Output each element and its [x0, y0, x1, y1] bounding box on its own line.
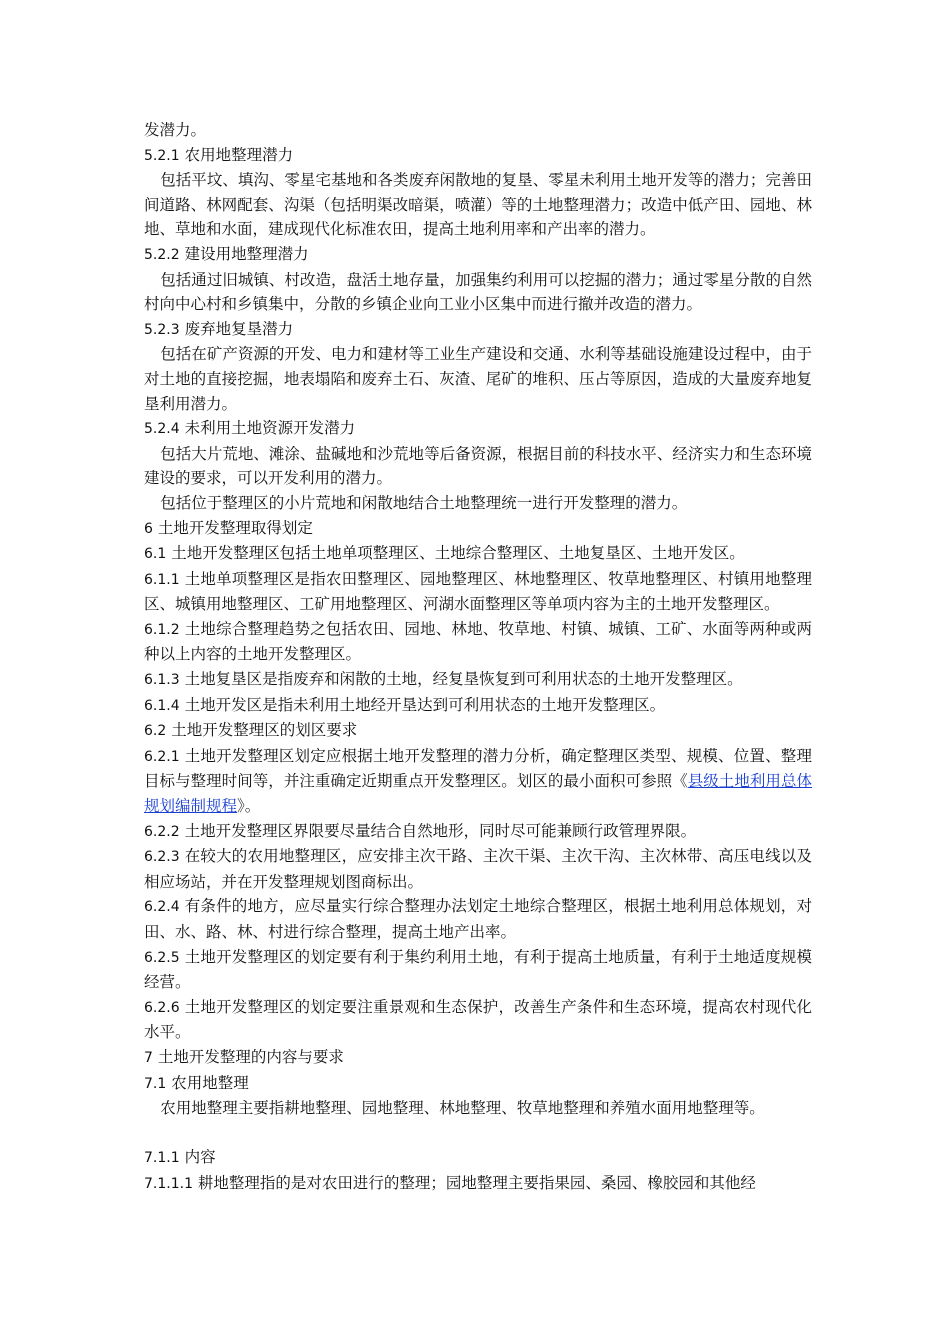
clause-number: 7	[144, 1049, 153, 1066]
clause-number: 6.1	[144, 546, 167, 563]
paragraph-text: 包括通过旧城镇、村改造，盘活土地存量，加强集约利用可以挖掘的潜力；通过零星分散的自然村向中心村和乡镇集中，分散的乡镇企业向工业小区集中而进行撤并改造的潜力。	[144, 270, 812, 314]
paragraph-text: 土地开发整理区划定应根据土地开发整理的潜力分析，确定整理区类型、规模、位置、整理目标与整理时间等，并注重确定近期重点开发整理区。划区的最小面积可参照《	[144, 746, 812, 791]
section-heading-or-clause	[144, 945, 812, 995]
clause-number: 6.2.1	[144, 748, 180, 765]
paragraph-text: 未利用土地资源开发潜力	[184, 419, 356, 438]
clause-number: 6.2.3	[144, 849, 180, 866]
section-heading-or-clause	[144, 894, 812, 944]
section-heading-or-clause	[144, 1071, 812, 1097]
clause-number: 5.2.2	[144, 246, 180, 263]
clause-number: 6.1.1	[144, 571, 180, 588]
paragraph-text: 土地开发整理区界限要尽量结合自然地形，同时尽可能兼顾行政管理界限。	[184, 821, 697, 840]
paragraph-text: 包括平坟、填沟、零星宅基地和各类废弃闲散地的复垦、零星未利用土地开发等的潜力；完善田间道路、林网配套、沟渠（包括明渠改暗渠，喷灌）等的土地整理潜力；改造中低产田、园地、林地、草地和水面，建成现代化标准农田，提高土地利用率和产出率的潜力。	[144, 171, 812, 239]
body-paragraph	[144, 491, 812, 516]
clause-number: 6.1.3	[144, 672, 180, 689]
section-heading-or-clause	[144, 1171, 812, 1197]
clause-number: 6.2.6	[144, 999, 180, 1016]
clause-number: 6	[144, 520, 153, 537]
paragraph-text: 土地开发整理取得划定	[157, 518, 313, 537]
paragraph-text: 废弃地复垦潜力	[184, 319, 294, 338]
section-heading-or-clause	[144, 143, 812, 169]
section-heading-or-clause	[144, 995, 812, 1045]
clause-number: 6.2.5	[144, 949, 180, 966]
clause-number: 6.1.2	[144, 621, 180, 638]
paragraph-text: 在较大的农用地整理区，应安排主次干路、主次干渠、主次干沟、主次林带、高压电线以及相应场站，并在开发整理规划图商标出。	[144, 847, 812, 891]
paragraph-text: 耕地整理指的是对农田进行的整理；园地整理主要指果园、桑园、橡胶园和其他经	[197, 1173, 756, 1192]
clause-number: 6.2	[144, 723, 167, 740]
paragraph-text: 土地开发整理区包括土地单项整理区、土地综合整理区、土地复垦区、土地开发区。	[171, 544, 745, 563]
paragraph-text: 农用地整理主要指耕地整理、园地整理、林地整理、牧草地整理和养殖水面用地整理等。	[160, 1099, 765, 1118]
body-paragraph	[144, 168, 812, 242]
section-heading-or-clause	[144, 1145, 812, 1171]
blank-line	[144, 1121, 812, 1146]
paragraph-text: 包括位于整理区的小片荒地和闲散地结合土地整理统一进行开发整理的潜力。	[160, 493, 688, 512]
section-heading-or-clause	[144, 718, 812, 744]
paragraph-text: 土地开发整理的内容与要求	[157, 1047, 344, 1066]
paragraph-text: 土地开发整理区的划定要注重景观和生态保护，改善生产条件和生态环境，提高农村现代化水平。	[144, 997, 812, 1042]
paragraph-text: 发潜力。	[144, 121, 207, 139]
paragraph-text: 土地综合整理趋势之包括农田、园地、林地、牧草地、村镇、城镇、工矿、水面等两种或两种以上内容的土地开发整理区。	[144, 619, 812, 664]
paragraph-text: 农用地整理	[171, 1073, 249, 1092]
paragraph-text: 建设用地整理潜力	[184, 244, 309, 263]
body-paragraph	[144, 442, 812, 491]
section-heading-or-clause	[144, 617, 812, 667]
clause-number: 6.2.4	[144, 899, 180, 916]
clause-number: 6.1.4	[144, 697, 180, 714]
paragraph-text-after: 》。	[237, 797, 261, 816]
paragraph-text: 土地开发整理区的划定要有利于集约利用土地，有利于提高土地质量，有利于土地适度规模经营。	[144, 947, 812, 992]
section-heading-or-clause	[144, 844, 812, 894]
body-paragraph	[144, 342, 812, 416]
section-heading-or-clause	[144, 744, 812, 819]
paragraph-text: 土地开发区是指未利用土地经开垦达到可利用状态的土地开发整理区。	[184, 695, 666, 714]
section-heading-or-clause	[144, 819, 812, 845]
paragraph-text: 土地复垦区是指废弃和闲散的土地，经复垦恢复到可利用状态的土地开发整理区。	[184, 670, 743, 689]
clause-number: 6.2.2	[144, 823, 180, 840]
clause-number: 7.1.1	[144, 1150, 180, 1167]
paragraph-text: 农用地整理潜力	[184, 145, 294, 164]
document-page	[144, 118, 812, 1197]
section-heading-or-clause	[144, 567, 812, 617]
section-heading-or-clause	[144, 667, 812, 693]
clause-number: 7.1	[144, 1075, 167, 1092]
section-heading-or-clause	[144, 242, 812, 268]
body-paragraph	[144, 1096, 812, 1121]
paragraph-text: 有条件的地方，应尽量实行综合整理办法划定土地综合整理区，根据土地利用总体规划，对田、水、路、林、村进行综合整理，提高土地产出率。	[144, 897, 812, 941]
section-heading-or-clause	[144, 1045, 812, 1071]
clause-number: 5.2.1	[144, 147, 180, 164]
paragraph-text: 包括在矿产资源的开发、电力和建材等工业生产建设和交通、水利等基础设施建设过程中，由于对土地的直接挖掘，地表塌陷和废弃土石、灰渣、尾矿的堆积、压占等原因，造成的大量废弃地复垦利用潜力。	[144, 345, 812, 413]
body-paragraph	[144, 268, 812, 317]
clause-number: 7.1.1.1	[144, 1175, 193, 1192]
section-heading-or-clause	[144, 516, 812, 542]
section-heading-or-clause	[144, 317, 812, 343]
section-heading-or-clause	[144, 693, 812, 719]
section-heading-or-clause	[144, 416, 812, 442]
paragraph-text: 土地单项整理区是指农田整理区、园地整理区、林地整理区、牧草地整理区、村镇用地整理区、城镇用地整理区、工矿用地整理区、河湖水面整理区等单项内容为主的土地开发整理区。	[144, 569, 812, 614]
clause-number: 5.2.4	[144, 421, 180, 438]
paragraph-text: 土地开发整理区的划区要求	[171, 721, 358, 740]
section-heading-or-clause	[144, 541, 812, 567]
clause-number: 5.2.3	[144, 321, 180, 338]
body-paragraph	[144, 118, 812, 143]
reference-link[interactable]: 县级土地利用总体规划编制规程	[144, 772, 812, 816]
paragraph-text: 包括大片荒地、滩涂、盐碱地和沙荒地等后备资源，根据目前的科技水平、经济实力和生态环境建设的要求，可以开发利用的潜力。	[144, 444, 812, 488]
paragraph-text: 内容	[184, 1148, 216, 1167]
